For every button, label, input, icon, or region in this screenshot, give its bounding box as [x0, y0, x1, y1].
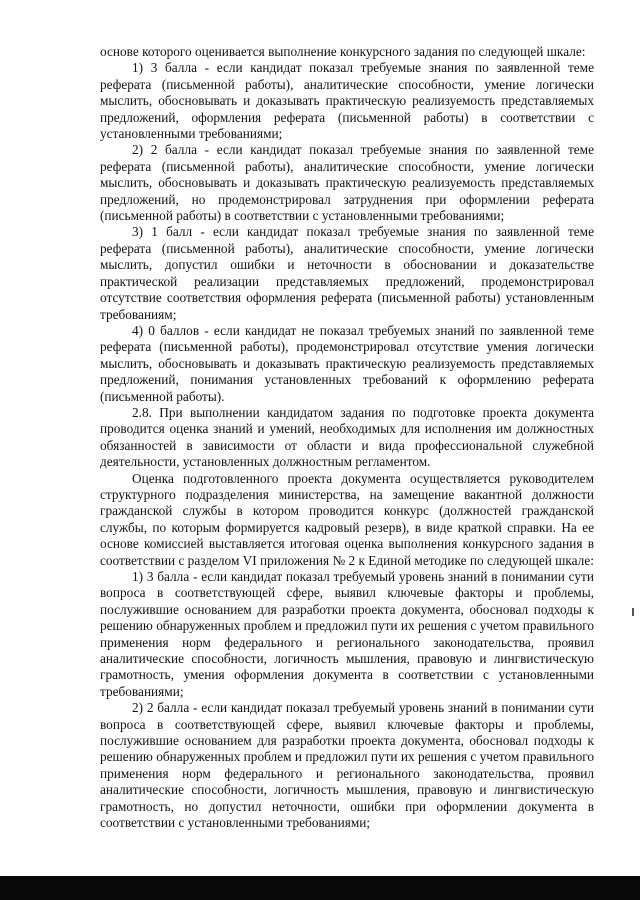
paragraph-continuation: основе которого оценивается выполнение конкурсного задания по следующей шкале: — [100, 44, 586, 59]
document-body — [100, 44, 594, 832]
paragraph-draft-score-3: 1) 3 балла - если кандидат показал требуемый уровень знаний в понимании сути вопроса в соответствующей сфере, выявил ключевые факторы и проблемы, послужившие основанием для разработки проекта документа, обосновал подходы к решению обнаруженных проблем и предложил пути их решения с учетом правильного применения норм федерального и регионального законодательства, проявил аналитические способности, логичность мышления, правовую и лингвистическую грамотность, умения оформления документа в соответствии с установленными требованиями; — [100, 569, 594, 699]
paragraph-essay-score-3: 1) 3 балла - если кандидат показал требуемые знания по заявленной теме реферата (письменной работы), аналитические способности, умение логически мыслить, обосновывать и доказывать практическую реализуемость представляемых предложений, оформления реферата (письменной работы) в соответствии с установленными требованиями; — [100, 60, 594, 142]
paragraph-essay-score-1: 3) 1 балл - если кандидат показал требуемые знания по заявленной теме реферата (письменной работы), аналитические способности, умение логически мыслить, допустил ошибки и неточности в обосновании и доказательстве практической реализации представляемых предложений, продемонстрировал отсутствие соответствия оформления реферата (письменной работы) установленным требованиям; — [100, 224, 594, 322]
paragraph-section-2-8: 2.8. При выполнении кандидатом задания по подготовке проекта документа проводится оценка знаний и умений, необходимых для исполнения им должностных обязанностей в зависимости от области и вида профессиональной служебной деятельности, установленных должностным регламентом. — [100, 404, 594, 470]
scan-artifact — [632, 608, 634, 616]
paragraph-draft-score-2: 2) 2 балла - если кандидат показал требуемый уровень знаний в понимании сути вопроса в соответствующей сфере, выявил ключевые факторы и проблемы, послужившие основанием для разработки проекта документа, обосновал подходы к решению обнаруженных проблем и предложил пути их решения с учетом правильного применения норм федерального и регионального законодательства, проявил аналитические способности, логичность мышления, правовую и лингвистическую грамотность, но допустил неточности, ошибки при оформлении документа в соответствии с установленными требованиями; — [100, 700, 594, 831]
paragraph-essay-score-2: 2) 2 балла - если кандидат показал требуемые знания по заявленной теме реферата (письменной работы), аналитические способности, умение логически мыслить, обосновывать и доказывать практическую реализуемость представляемых предложений, но продемонстрировал затруднения при оформлении реферата (письменной работы) в соответствии с установленными требованиями; — [100, 142, 594, 224]
paragraph-draft-assessment: Оценка подготовленного проекта документа осуществляется руководителем структурного подразделения министерства, на замещение вакантной должности гражданской службы в котором проводится конкурс (должностей гражданской службы, по которым формируется кадровый резерв), в виде краткой справки. На ее основе комиссией выставляется итоговая оценка выполнения конкурсного задания в соответствии с разделом VI приложения № 2 к Единой методике по следующей шкале: — [100, 470, 594, 568]
paragraph-essay-score-0: 4) 0 баллов - если кандидат не показал требуемых знаний по заявленной теме реферата (письменной работы), продемонстрировал отсутствие умения логически мыслить, обосновывать и доказывать практическую реализуемость представляемых предложений, понимания установленных требований к оформлению реферата (письменной работы). — [100, 322, 594, 404]
scan-bottom-edge — [0, 876, 640, 900]
